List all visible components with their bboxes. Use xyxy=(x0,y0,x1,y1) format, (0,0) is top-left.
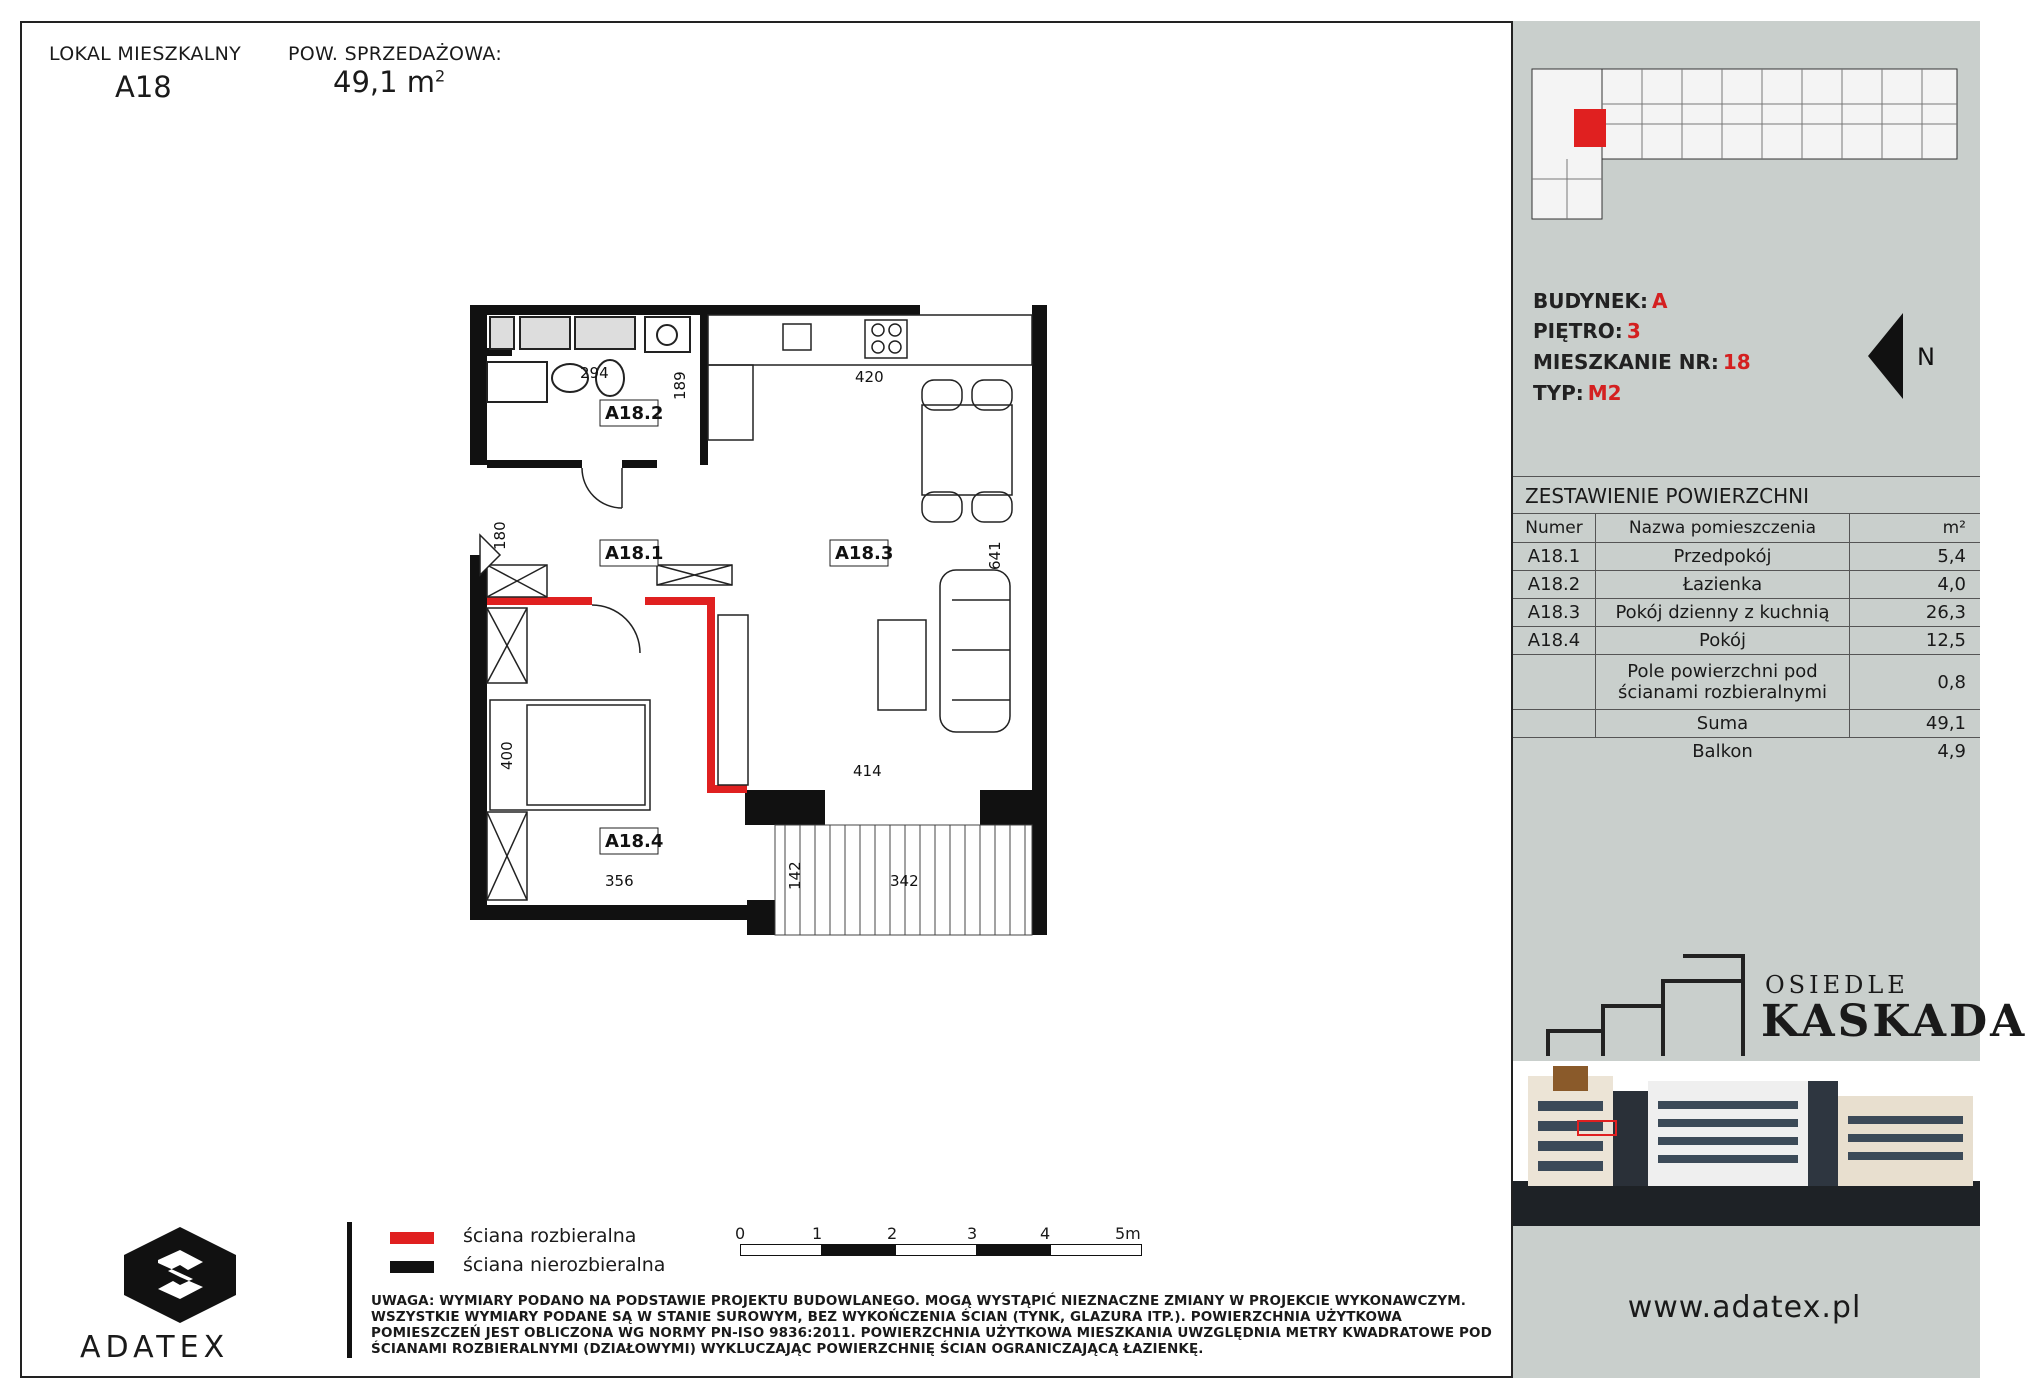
row-name: Przedpokój xyxy=(1596,543,1850,571)
dim-189: 189 xyxy=(671,371,689,400)
row-name: Pokój xyxy=(1596,627,1850,655)
svg-text:N: N xyxy=(1917,343,1935,371)
red-wall-swatch xyxy=(390,1232,434,1244)
legend-divider xyxy=(347,1222,352,1358)
key-plan xyxy=(1532,69,1957,219)
table-row xyxy=(1513,599,1980,627)
floor-plan xyxy=(460,300,1050,940)
unit-value: A18 xyxy=(115,70,172,104)
bathroom-fixtures xyxy=(487,317,690,402)
area-label: POW. SPRZEDAŻOWA: xyxy=(288,43,503,65)
dim-294: 294 xyxy=(580,364,609,382)
dim-356: 356 xyxy=(605,872,634,890)
table-row-total xyxy=(1513,710,1980,738)
row-number: A18.3 xyxy=(1513,599,1596,627)
exterior-walls xyxy=(470,305,1047,935)
row-number: A18.4 xyxy=(1513,627,1596,655)
col-header-number: Numer xyxy=(1513,514,1596,543)
row-area: 26,3 xyxy=(1850,599,1981,627)
sidebar xyxy=(1511,21,2027,1378)
brand-bottom: KASKADA xyxy=(1761,996,2027,1047)
floor-row: PIĘTRO: 3 xyxy=(1533,319,1641,343)
adatex-logo-text: ADATEX xyxy=(80,1330,230,1365)
row-area: 4,0 xyxy=(1850,571,1981,599)
room-label: A18.4 xyxy=(605,831,664,852)
dim-180: 180 xyxy=(491,521,509,550)
brand-top: OSIEDLE xyxy=(1765,971,1909,999)
row-area: 12,5 xyxy=(1850,627,1981,655)
dim-420: 420 xyxy=(855,368,884,386)
area-table-title: ZESTAWIENIE POWIERZCHNI xyxy=(1513,476,1980,514)
row-area: 5,4 xyxy=(1850,543,1981,571)
table-row xyxy=(1513,571,1980,599)
dim-342: 342 xyxy=(890,872,919,890)
building-row: BUDYNEK: A xyxy=(1533,289,1668,313)
north-arrow-icon xyxy=(1863,311,1953,401)
table-row-balcony xyxy=(1513,738,1980,766)
row-name: Suma xyxy=(1596,710,1850,738)
disclaimer-note: UWAGA: WYMIARY PODANO NA PODSTAWIE PROJEKTU BUDOWLANEGO. MOGĄ WYSTĄPIĆ NIEZNACZNE ZMIANY W PROJEKCIE WYKONAWCZYM. WSZYSTKIE WYMIARY PODANE SĄ W STANIE SUROWYM, BEZ WYKOŃCZENIA ŚCIAN (TYNK, GLAZURA ITP.). POWIERZCHNIA UŻYTKOWA POMIESZCZEŃ JEST OBLICZONA WG NORMY PN-ISO 9836:2011. POWIERZCHNIA UŻYTKOWA MIESZKANIA UWZGLĘDNIA METRY KWADRATOWE POD ŚCIANAMI ROZBIERALNYMI (DZIAŁOWYMI) WYKLUCZAJĄC POWIERZCHNIĘ ŚCIAN OGRANICZAJĄCĄ ŁAZIENKĘ. xyxy=(371,1293,1492,1357)
table-header-row xyxy=(1513,514,1980,543)
col-header-name: Nazwa pomieszczenia xyxy=(1596,514,1850,543)
scale-tick: 3 xyxy=(967,1224,978,1243)
row-number: A18.2 xyxy=(1513,571,1596,599)
black-wall-label: ściana nierozbieralna xyxy=(463,1254,666,1276)
dim-142: 142 xyxy=(786,861,804,890)
scale-tick: 1 xyxy=(812,1224,823,1243)
row-name: Łazienka xyxy=(1596,571,1850,599)
row-number xyxy=(1513,655,1596,710)
scale-tick: 4 xyxy=(1040,1224,1051,1243)
unit-label: LOKAL MIESZKALNY xyxy=(49,43,242,65)
row-area: 49,1 xyxy=(1850,710,1981,738)
building-render xyxy=(1513,1061,1980,1226)
dim-641: 641 xyxy=(986,541,1004,570)
table-row xyxy=(1513,655,1980,710)
scale-tick: 5m xyxy=(1115,1224,1141,1243)
apartment-highlight xyxy=(1574,109,1606,147)
scale-tick: 2 xyxy=(887,1224,898,1243)
row-number xyxy=(1513,710,1596,738)
room-label: A18.1 xyxy=(605,543,664,564)
removable-walls xyxy=(487,597,747,793)
row-number: A18.1 xyxy=(1513,543,1596,571)
area-value: 49,1 $m^2$ xyxy=(333,65,446,99)
col-header-area: m² xyxy=(1850,514,1981,543)
black-wall-swatch xyxy=(390,1261,434,1273)
website-url[interactable]: www.adatex.pl xyxy=(1627,1290,1862,1325)
area-table xyxy=(1513,514,1980,765)
table-row xyxy=(1513,627,1980,655)
room-label: A18.3 xyxy=(835,543,894,564)
balcony-label: Balkon xyxy=(1692,741,1753,762)
row-name: Pokój dzienny z kuchnią xyxy=(1596,599,1850,627)
row-name: Pole powierzchni pod ścianami rozbieralnymi xyxy=(1596,655,1850,710)
scale-bar xyxy=(740,1244,1142,1256)
dim-400: 400 xyxy=(498,741,516,770)
red-wall-label: ściana rozbieralna xyxy=(463,1225,637,1247)
dim-414: 414 xyxy=(853,762,882,780)
adatex-logo-mark xyxy=(118,1225,243,1325)
room-label: A18.2 xyxy=(605,403,664,424)
balcony-value: 4,9 xyxy=(1937,741,1966,762)
table-row xyxy=(1513,543,1980,571)
scale-tick: 0 xyxy=(735,1224,746,1243)
apartment-row: MIESZKANIE NR: 18 xyxy=(1533,350,1751,374)
row-area: 0,8 xyxy=(1850,655,1981,710)
type-row: TYP: M2 xyxy=(1533,381,1622,405)
